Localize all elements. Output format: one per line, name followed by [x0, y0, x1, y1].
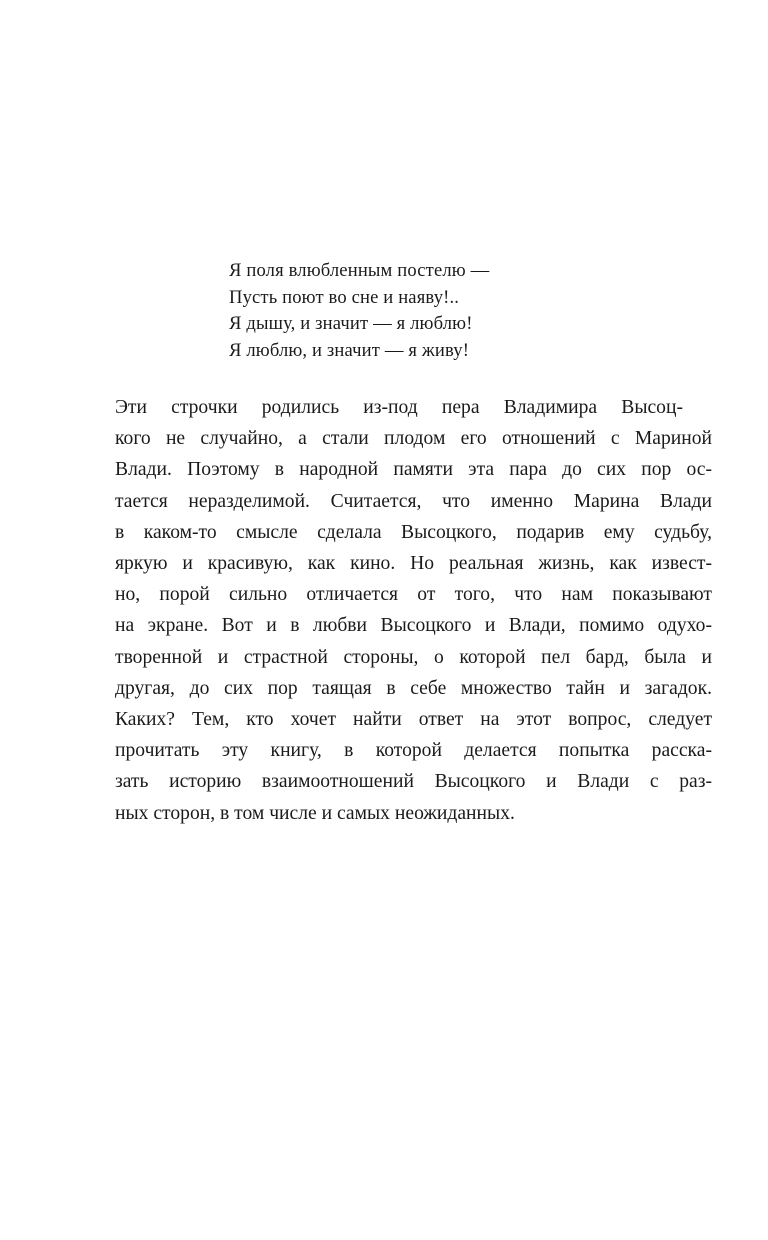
body-line-7: но, порой сильно отличается от того, что нам показывают	[115, 584, 712, 606]
body-line-2: кого не случайно, а стали плодом его отношений с Мариной	[115, 428, 712, 450]
body-line-13: зать историю взаимоотношений Высоцкого и Влади с раз-	[115, 771, 712, 793]
body-line-11: Каких? Тем, кто хочет найти ответ на этот вопрос, следует	[115, 709, 713, 731]
epigraph-line-2: Пусть поют во сне и наяву!..	[229, 286, 460, 308]
body-line-6: яркую и красивую, как кино. Но реальная жизнь, как извест-	[115, 553, 712, 575]
body-line-12: прочитать эту книгу, в которой делается попытка расска-	[115, 740, 712, 762]
body-paragraph	[86, 392, 713, 829]
epigraph-line-3: Я дышу, и значит — я люблю!	[229, 313, 473, 335]
epigraph-line-4: Я люблю, и значит — я живу!	[229, 339, 470, 361]
body-line-4: тается неразделимой. Считается, что именно Марина Влади	[115, 490, 712, 512]
body-line-8: на экране. Вот и в любви Высоцкого и Влади, помимо одухо-	[115, 615, 712, 637]
body-line-10: другая, до сих пор таящая в себе множество тайн и загадок.	[115, 677, 712, 699]
body-line-9: творенной и страстной стороны, о которой пел бард, была и	[115, 646, 712, 668]
body-line-5: в каком-то смысле сделала Высоцкого, подарив ему судьбу,	[115, 521, 712, 543]
epigraph-line-1: Я поля влюбленным постелю —	[229, 260, 490, 281]
epigraph-block	[229, 258, 569, 364]
body-text-block	[86, 392, 713, 829]
body-line-14: ных сторон, в том числе и самых неожиданных.	[115, 802, 515, 824]
body-line-1: Эти строчки родились из-под пера Владимира Высоц-	[115, 397, 683, 418]
body-line-3: Влади. Поэтому в народной памяти эта пара до сих пор ос-	[115, 459, 712, 481]
